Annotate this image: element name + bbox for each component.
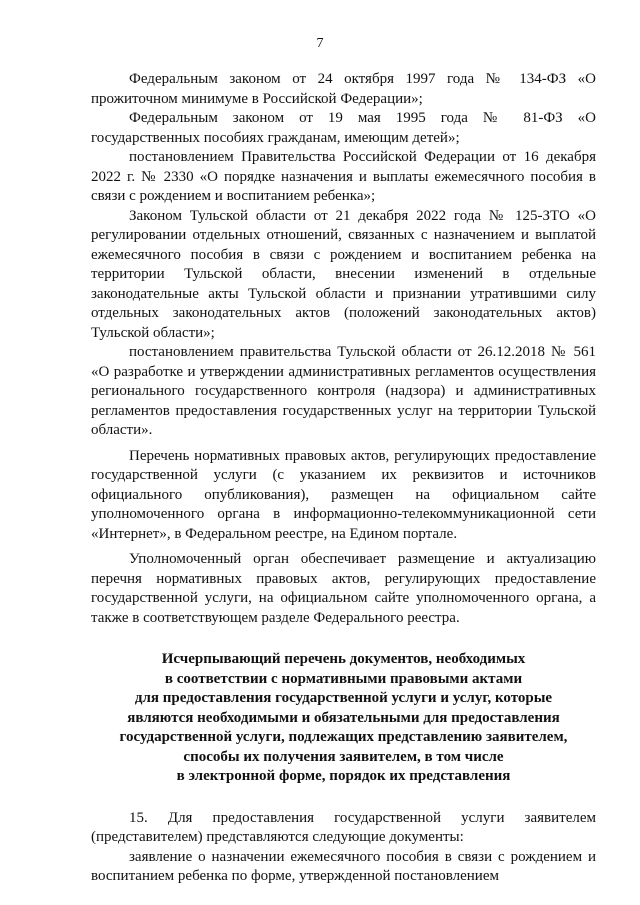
paragraph-list-of-acts: Перечень нормативных правовых актов, регулирующих предоставление государственной услуги (с указанием их реквизитов и источников официального опубликования), размещен на официальном сайте уполномоченного органа в информационно-телекоммуникационной сети «Интернет», в Федеральном реестре, на Едином портале. <box>91 447 596 542</box>
paragraph-application-form: заявление о назначении ежемесячного пособия в связи с рождением и воспитанием ребенка по форме, утвержденной постановлением <box>91 848 596 884</box>
heading-line: Исчерпывающий перечень документов, необходимых <box>161 651 526 667</box>
heading-line: способы их получения заявителем, в том числе <box>183 748 504 765</box>
document-body <box>91 70 596 887</box>
paragraph-item-15: 15. Для предоставления государственной услуги заявителем (представителем) представляются следующие документы: <box>91 809 596 845</box>
heading-line: в соответствии с нормативными правовыми актами <box>164 670 523 687</box>
paragraph-tula-decree-561: постановлением правительства Тульской области от 26.12.2018 № 561 «О разработке и утверждении административных регламентов осуществления регионального государственного контроля (надзора) и административных регламентов предоставления государственных услуг на территории Тульской области». <box>91 344 596 438</box>
section-heading <box>91 650 596 787</box>
paragraph-federal-law-134: Федеральным законом от 24 октября 1997 года № 134-ФЗ «О прожиточном минимуме в Российской Федерации»; <box>91 71 596 107</box>
paragraph-authority-duties: Уполномоченный орган обеспечивает размещение и актуализацию перечня нормативных правовых актов, регулирующих предоставление государственной услуги, на официальном сайте уполномоченного органа, а также в соответствующем разделе Федерального реестра. <box>91 551 596 626</box>
page-number: 7 <box>316 36 324 51</box>
paragraph-tula-law-125: Законом Тульской области от 21 декабря 2022 года № 125-ЗТО «О регулировании отдельных отношений, связанных с назначением и выплатой ежемесячного пособия в связи с рождением и воспитанием ребенка на территории Тульской области, внесении изменений в отдельные законодательные акты Тульской области и признании утратившими силу отдельных законодательных актов (положений законодательных актов) Тульской области»; <box>91 207 596 341</box>
heading-line: государственной услуги, подлежащих представлению заявителем, <box>119 729 568 745</box>
paragraph-government-decree-2330: постановлением Правительства Российской Федерации от 16 декабря 2022 г. № 2330 «О порядке назначения и выплаты ежемесячного пособия в связи с рождением и воспитанием ребенка»; <box>91 149 596 204</box>
heading-line: в электронной форме, порядок их представления <box>176 768 511 784</box>
heading-line: для предоставления государственной услуги и услуг, которые <box>134 690 553 706</box>
paragraph-federal-law-81: Федеральным законом от 19 мая 1995 года № 81-ФЗ «О государственных пособиях гражданам, имеющим детей»; <box>91 110 596 146</box>
heading-line: являются необходимыми и обязательными для предоставления <box>127 709 560 726</box>
